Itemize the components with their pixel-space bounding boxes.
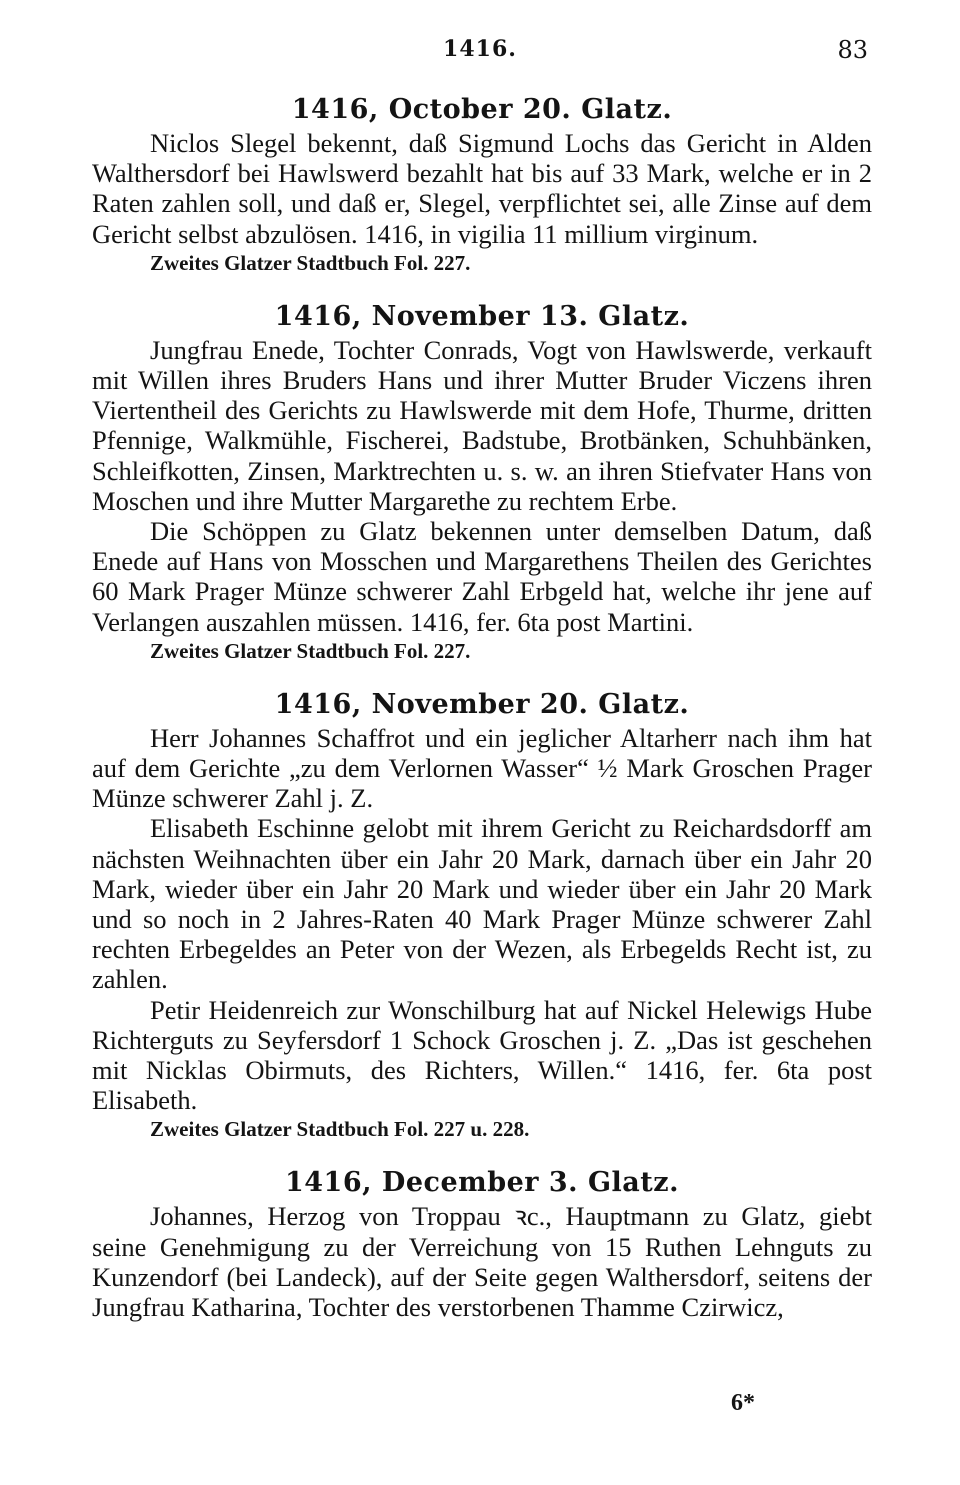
- running-year: 1416.: [443, 36, 517, 62]
- document-body: [92, 92, 872, 1322]
- entry-heading: 1416, December 3. Glatz.: [284, 1167, 679, 1199]
- signature-mark: 6*: [731, 1390, 755, 1416]
- entry-paragraph: Herr Johannes Schaffrot und ein jeglicher Altarherr nach ihm hat auf dem Gerichte „zu dem Verlornen Wasser“ ½ Mark Groschen Prager Münze schwerer Zahl j. Z.: [92, 722, 872, 814]
- running-head: [92, 36, 868, 70]
- entry-paragraph: Elisabeth Eschinne gelobt mit ihrem Gericht zu Reichardsdorff am nächsten Weihnachten über ein Jahr 20 Mark, darnach über ein Jahr 20 Mark, wieder über ein Jahr 20 Mark und wieder über ein Jahr 20 Mark und so noch in 2 Jahres-Raten 40 Mark Prager Münze schwerer Zahl rechten Erbegeldes an Peter von der Wezen, als Erbegelds Recht ist, zu zahlen.: [92, 813, 872, 995]
- page-number: 83: [837, 36, 868, 64]
- source-citation: Zweites Glatzer Stadtbuch Fol. 227.: [150, 250, 471, 275]
- entry-heading: 1416, October 20. Glatz.: [291, 94, 673, 125]
- entry-paragraph: Petir Heidenreich zur Wonschilburg hat auf Nickel Helewigs Hube Richterguts zu Seyfersdorf 1 Schock Groschen j. Z. „Das ist geschehen mit Nicklas Obirmuts, des Richters, Willen.“ 1416, fer. 6ta post Elisabeth.: [92, 994, 872, 1116]
- entry-paragraph: Die Schöppen zu Glatz bekennen unter demselben Datum, daß Enede auf Hans von Mosschen und Margarethens Theilen des Gerichtes 60 Mark Prager Münze schwerer Zahl Erbgeld hat, welche ihr jene auf Verlangen auszahlen müssen. 1416, fer. 6ta post Martini.: [92, 516, 872, 637]
- source-citation: Zweites Glatzer Stadtbuch Fol. 227 u. 228.: [150, 1117, 530, 1142]
- entry-paragraph: Johannes, Herzog von Troppau ꝛc., Hauptmann zu Glatz, giebt seine Genehmigung zu der Verreichung von 15 Ruthen Lehnguts zu Kunzendorf (bei Landeck), auf der Seite gegen Walthersdorf, seitens der Jungfrau Katharina, Tochter des verstorbenen Thamme Czirwicz,: [92, 1201, 872, 1323]
- entry-heading: 1416, November 20. Glatz.: [274, 688, 690, 720]
- entry-heading: 1416, November 13. Glatz.: [274, 300, 690, 332]
- entry-paragraph: Niclos Slegel bekennt, daß Sigmund Lochs das Gericht in Alden Walthersdorf bei Hawlswerd bezahlt hat bis auf 33 Mark, welche er in 2 Raten zahlen soll, und daß er, Slegel, verpflichtet sei, alle Zinse auf dem Gericht selbst abzulösen. 1416, in vigilia 11 millium virginum.: [92, 128, 872, 249]
- source-citation: Zweites Glatzer Stadtbuch Fol. 227.: [150, 638, 471, 663]
- entry-paragraph: Jungfrau Enede, Tochter Conrads, Vogt von Hawlswerde, verkauft mit Willen ihres Bruders Hans und ihrer Mutter Bruder Viczens ihren Viertentheil des Gerichts zu Hawlswerde mit dem Hofe, Thurme, dritten Pfennige, Walkmühle, Fischerei, Badstube, Brotbänken, Schuhbänken, Schleifkotten, Zinsen, Marktrechten u. s. w. an ihren Stiefvater Hans von Moschen und ihre Mutter Margarethe zu rechtem Erbe.: [92, 334, 872, 516]
